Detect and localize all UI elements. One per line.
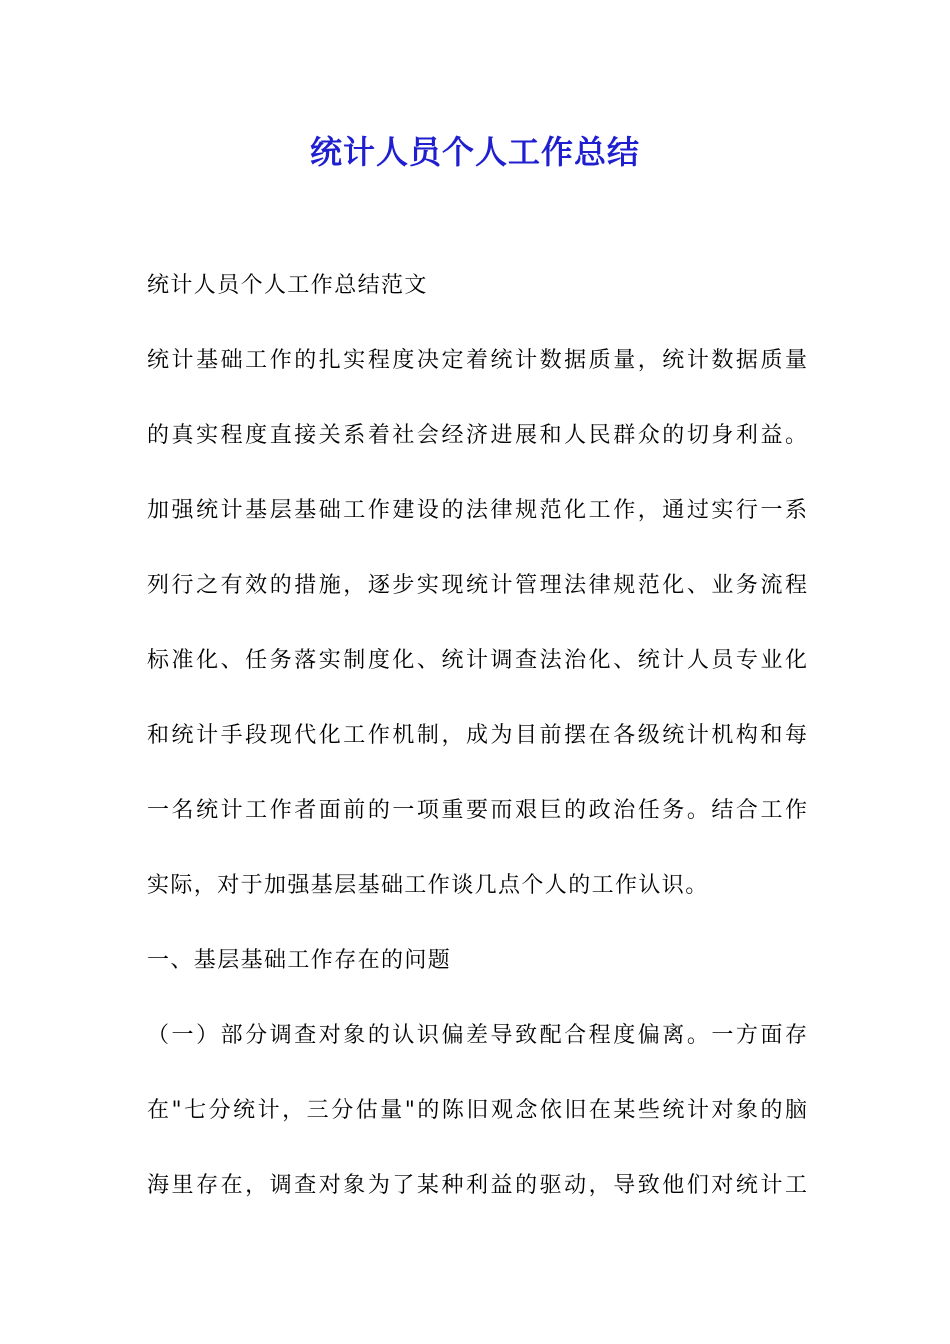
section-heading: 一、基层基础工作存在的问题 <box>147 948 452 973</box>
paragraph-line: 加强统计基层基础工作建设的法律规范化工作，通过实行一系 <box>147 498 807 523</box>
paragraph-line: 标准化、任务落实制度化、统计调查法治化、统计人员专业化 <box>147 648 807 673</box>
document-body <box>147 262 807 1237</box>
paragraph-line: 一名统计工作者面前的一项重要而艰巨的政治任务。结合工作 <box>147 798 807 823</box>
paragraph-line: 海里存在，调查对象为了某种利益的驱动，导致他们对统计工 <box>147 1173 807 1198</box>
paragraph-line: 的真实程度直接关系着社会经济进展和人民群众的切身利益。 <box>147 423 807 448</box>
paragraph-line: 在"七分统计，三分估量"的陈旧观念依旧在某些统计对象的脑 <box>147 1098 807 1123</box>
paragraph-line: 统计基础工作的扎实程度决定着统计数据质量，统计数据质量 <box>147 348 807 373</box>
paragraph-line: （一）部分调查对象的认识偏差导致配合程度偏离。一方面存 <box>147 1023 807 1048</box>
paragraph-line: 实际，对于加强基层基础工作谈几点个人的工作认识。 <box>147 873 709 898</box>
document-title: 统计人员个人工作总结 <box>309 133 640 171</box>
paragraph-line: 和统计手段现代化工作机制，成为目前摆在各级统计机构和每 <box>147 723 807 748</box>
paragraph-line: 列行之有效的措施，逐步实现统计管理法律规范化、业务流程 <box>147 573 807 598</box>
subtitle-line: 统计人员个人工作总结范文 <box>147 273 428 298</box>
